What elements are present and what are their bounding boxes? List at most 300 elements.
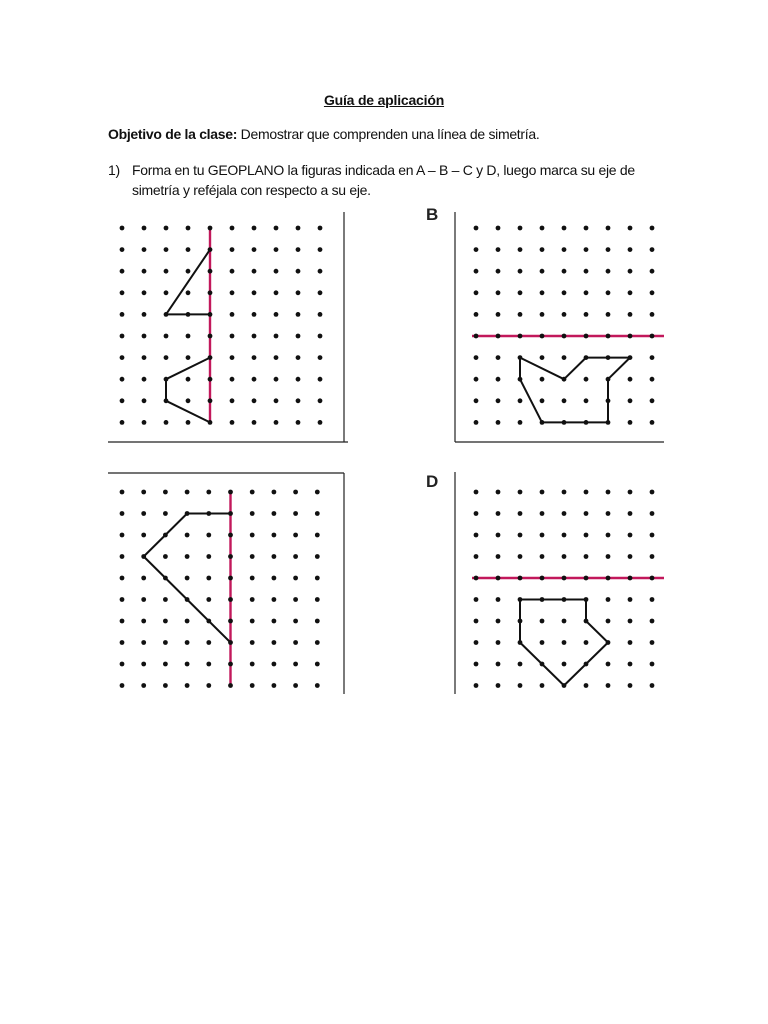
peg-dot	[141, 533, 146, 538]
peg-dot	[496, 269, 501, 274]
peg-dot	[186, 269, 191, 274]
peg-dot	[315, 662, 320, 667]
peg-dot	[650, 619, 655, 624]
peg-dot	[252, 226, 257, 231]
peg-dot	[120, 312, 125, 317]
peg-dot	[650, 490, 655, 495]
peg-dot	[562, 533, 567, 538]
peg-dot	[628, 511, 633, 516]
peg-dot	[296, 398, 301, 403]
peg-dot	[250, 662, 255, 667]
peg-dot	[650, 377, 655, 382]
peg-dot	[185, 683, 190, 688]
peg-dot	[228, 554, 233, 559]
peg-dot	[185, 490, 190, 495]
peg-dot	[164, 420, 169, 425]
peg-dot	[562, 290, 567, 295]
peg-dot	[496, 662, 501, 667]
peg-dot	[518, 334, 523, 339]
peg-dot	[318, 334, 323, 339]
peg-dot	[584, 640, 589, 645]
objective-line	[108, 126, 539, 142]
peg-dot	[293, 533, 298, 538]
peg-dot	[120, 269, 125, 274]
peg-dot	[252, 312, 257, 317]
peg-dot	[474, 269, 479, 274]
peg-dot	[562, 334, 567, 339]
peg-dot	[474, 490, 479, 495]
peg-dot	[628, 226, 633, 231]
peg-dot	[206, 576, 211, 581]
peg-dot	[163, 619, 168, 624]
peg-dot	[120, 377, 125, 382]
peg-dot	[606, 312, 611, 317]
peg-dot	[584, 398, 589, 403]
peg-dot	[274, 398, 279, 403]
peg-dot	[142, 420, 147, 425]
peg-dot	[142, 247, 147, 252]
peg-dot	[163, 511, 168, 516]
peg-dot	[474, 377, 479, 382]
peg-dot	[650, 533, 655, 538]
peg-dot	[296, 247, 301, 252]
peg-dot	[628, 662, 633, 667]
peg-dot	[230, 420, 235, 425]
peg-dot	[540, 334, 545, 339]
peg-dot	[606, 683, 611, 688]
peg-dot	[562, 226, 567, 231]
peg-dot	[315, 511, 320, 516]
peg-dot	[296, 226, 301, 231]
peg-dot	[606, 490, 611, 495]
peg-dot	[206, 533, 211, 538]
peg-dot	[318, 312, 323, 317]
peg-dot	[120, 533, 125, 538]
peg-dot	[628, 490, 633, 495]
peg-dot	[272, 640, 277, 645]
peg-dot	[562, 554, 567, 559]
geoboard-figure	[520, 358, 630, 423]
peg-dot	[250, 640, 255, 645]
peg-dot	[540, 533, 545, 538]
peg-dot	[228, 576, 233, 581]
peg-dot	[250, 490, 255, 495]
peg-dot	[318, 355, 323, 360]
peg-dot	[474, 290, 479, 295]
peg-dot	[562, 662, 567, 667]
peg-dot	[474, 554, 479, 559]
geoboard-b-letter: B	[426, 205, 439, 224]
peg-dot	[474, 355, 479, 360]
peg-dot	[296, 290, 301, 295]
peg-dot	[518, 662, 523, 667]
peg-dot	[186, 420, 191, 425]
peg-dot	[272, 576, 277, 581]
peg-dot	[540, 377, 545, 382]
peg-dot	[606, 511, 611, 516]
peg-dot	[606, 269, 611, 274]
peg-dot	[650, 334, 655, 339]
peg-dot	[474, 334, 479, 339]
peg-dot	[228, 683, 233, 688]
peg-dot	[250, 554, 255, 559]
peg-dot	[163, 640, 168, 645]
peg-dot	[606, 619, 611, 624]
peg-dot	[293, 619, 298, 624]
peg-dot	[318, 377, 323, 382]
peg-dot	[142, 312, 147, 317]
peg-dot	[252, 398, 257, 403]
peg-dot	[628, 398, 633, 403]
peg-dot	[208, 334, 213, 339]
geoboard-d	[454, 472, 664, 696]
peg-dot	[186, 334, 191, 339]
peg-dot	[518, 533, 523, 538]
peg-dot	[206, 490, 211, 495]
peg-dot	[141, 640, 146, 645]
peg-dot	[208, 269, 213, 274]
peg-dot	[206, 554, 211, 559]
peg-dot	[120, 290, 125, 295]
peg-dot	[120, 511, 125, 516]
peg-dot	[186, 290, 191, 295]
peg-dot	[562, 247, 567, 252]
peg-dot	[120, 490, 125, 495]
peg-dot	[628, 377, 633, 382]
peg-dot	[252, 334, 257, 339]
peg-dot	[584, 290, 589, 295]
peg-dot	[628, 312, 633, 317]
peg-dot	[584, 269, 589, 274]
peg-dot	[120, 334, 125, 339]
peg-dot	[206, 597, 211, 602]
peg-dot	[272, 490, 277, 495]
peg-dot	[186, 226, 191, 231]
peg-dot	[315, 640, 320, 645]
peg-dot	[230, 226, 235, 231]
peg-dot	[272, 662, 277, 667]
peg-dot	[650, 662, 655, 667]
peg-dot	[584, 377, 589, 382]
peg-dot	[164, 269, 169, 274]
peg-dot	[496, 226, 501, 231]
peg-dot	[185, 662, 190, 667]
peg-dot	[562, 355, 567, 360]
peg-dot	[120, 398, 125, 403]
peg-dot	[518, 683, 523, 688]
peg-dot	[293, 576, 298, 581]
peg-dot	[518, 312, 523, 317]
peg-dot	[250, 533, 255, 538]
peg-dot	[141, 576, 146, 581]
peg-dot	[142, 290, 147, 295]
peg-dot	[496, 312, 501, 317]
peg-dot	[496, 355, 501, 360]
peg-dot	[206, 662, 211, 667]
peg-dot	[474, 226, 479, 231]
geoboard-figure	[166, 358, 210, 423]
peg-dot	[230, 334, 235, 339]
peg-dot	[606, 290, 611, 295]
geoboard-c	[108, 472, 348, 696]
peg-dot	[584, 683, 589, 688]
peg-dot	[163, 490, 168, 495]
peg-dot	[230, 355, 235, 360]
peg-dot	[606, 247, 611, 252]
peg-dot	[252, 420, 257, 425]
peg-dot	[206, 640, 211, 645]
peg-dot	[120, 662, 125, 667]
peg-dot	[293, 554, 298, 559]
peg-dot	[540, 398, 545, 403]
peg-dot	[584, 533, 589, 538]
peg-dot	[141, 490, 146, 495]
peg-dot	[606, 597, 611, 602]
peg-dot	[252, 290, 257, 295]
peg-dot	[293, 511, 298, 516]
peg-dot	[163, 662, 168, 667]
peg-dot	[496, 554, 501, 559]
peg-dot	[250, 597, 255, 602]
peg-dot	[584, 334, 589, 339]
peg-dot	[164, 290, 169, 295]
peg-dot	[606, 554, 611, 559]
peg-dot	[315, 619, 320, 624]
peg-dot	[496, 640, 501, 645]
peg-dot	[164, 334, 169, 339]
peg-dot	[250, 576, 255, 581]
peg-dot	[318, 269, 323, 274]
peg-dot	[318, 398, 323, 403]
peg-dot	[185, 640, 190, 645]
peg-dot	[272, 683, 277, 688]
peg-dot	[186, 355, 191, 360]
peg-dot	[293, 490, 298, 495]
peg-dot	[540, 683, 545, 688]
geoboard-d-letter: D	[426, 472, 439, 491]
peg-dot	[518, 511, 523, 516]
peg-dot	[274, 290, 279, 295]
peg-dot	[208, 226, 213, 231]
peg-dot	[186, 247, 191, 252]
peg-dot	[293, 597, 298, 602]
geoboard-figure	[166, 250, 210, 315]
peg-dot	[540, 490, 545, 495]
peg-dot	[496, 334, 501, 339]
peg-dot	[496, 490, 501, 495]
peg-dot	[141, 619, 146, 624]
peg-dot	[120, 355, 125, 360]
peg-dot	[606, 334, 611, 339]
peg-dot	[272, 533, 277, 538]
peg-dot	[628, 640, 633, 645]
peg-dot	[518, 554, 523, 559]
peg-dot	[562, 490, 567, 495]
peg-dot	[474, 640, 479, 645]
peg-dot	[650, 420, 655, 425]
peg-dot	[141, 683, 146, 688]
peg-dot	[318, 290, 323, 295]
peg-dot	[540, 226, 545, 231]
peg-dot	[628, 619, 633, 624]
peg-dot	[584, 490, 589, 495]
peg-dot	[628, 334, 633, 339]
peg-dot	[185, 619, 190, 624]
peg-dot	[474, 247, 479, 252]
peg-dot	[228, 533, 233, 538]
peg-dot	[120, 226, 125, 231]
peg-dot	[606, 533, 611, 538]
peg-dot	[164, 226, 169, 231]
peg-dot	[230, 377, 235, 382]
peg-dot	[496, 398, 501, 403]
peg-dot	[650, 290, 655, 295]
peg-dot	[206, 683, 211, 688]
peg-dot	[293, 640, 298, 645]
peg-dot	[141, 511, 146, 516]
peg-dot	[185, 533, 190, 538]
objective-label: Objetivo de la clase:	[108, 126, 238, 142]
peg-dot	[208, 398, 213, 403]
peg-dot	[650, 640, 655, 645]
peg-dot	[496, 533, 501, 538]
peg-dot	[252, 355, 257, 360]
peg-dot	[230, 269, 235, 274]
peg-dot	[315, 490, 320, 495]
peg-dot	[518, 226, 523, 231]
peg-dot	[142, 398, 147, 403]
peg-dot	[296, 420, 301, 425]
peg-dot	[540, 247, 545, 252]
peg-dot	[650, 269, 655, 274]
peg-dot	[540, 640, 545, 645]
peg-dot	[185, 576, 190, 581]
peg-dot	[540, 269, 545, 274]
page-title: Guía de aplicación	[323, 92, 445, 108]
peg-dot	[250, 619, 255, 624]
peg-dot	[272, 554, 277, 559]
peg-dot	[252, 269, 257, 274]
peg-dot	[474, 312, 479, 317]
peg-dot	[120, 576, 125, 581]
peg-dot	[274, 312, 279, 317]
peg-dot	[562, 576, 567, 581]
peg-dot	[540, 619, 545, 624]
peg-dot	[230, 398, 235, 403]
peg-dot	[296, 355, 301, 360]
peg-dot	[496, 576, 501, 581]
peg-dot	[120, 247, 125, 252]
peg-dot	[318, 226, 323, 231]
peg-dot	[584, 576, 589, 581]
peg-dot	[474, 511, 479, 516]
peg-dot	[650, 312, 655, 317]
peg-dot	[164, 355, 169, 360]
peg-dot	[518, 290, 523, 295]
peg-dot	[272, 619, 277, 624]
peg-dot	[120, 619, 125, 624]
peg-dot	[230, 247, 235, 252]
geoboard-a	[108, 212, 348, 444]
peg-dot	[296, 269, 301, 274]
peg-dot	[584, 511, 589, 516]
peg-dot	[518, 269, 523, 274]
peg-dot	[142, 226, 147, 231]
peg-dot	[584, 247, 589, 252]
peg-dot	[142, 334, 147, 339]
peg-dot	[628, 597, 633, 602]
peg-dot	[120, 554, 125, 559]
peg-dot	[274, 420, 279, 425]
peg-dot	[540, 576, 545, 581]
peg-dot	[274, 269, 279, 274]
peg-dot	[650, 511, 655, 516]
peg-dot	[518, 576, 523, 581]
peg-dot	[496, 683, 501, 688]
peg-dot	[562, 511, 567, 516]
peg-dot	[584, 312, 589, 317]
peg-dot	[628, 533, 633, 538]
peg-dot	[120, 683, 125, 688]
peg-dot	[250, 683, 255, 688]
peg-dot	[540, 312, 545, 317]
peg-dot	[315, 683, 320, 688]
item-number: 1)	[108, 162, 120, 178]
peg-dot	[606, 226, 611, 231]
peg-dot	[628, 290, 633, 295]
peg-dot	[163, 554, 168, 559]
peg-dot	[628, 576, 633, 581]
peg-dot	[228, 490, 233, 495]
peg-dot	[650, 398, 655, 403]
peg-dot	[142, 355, 147, 360]
peg-dot	[272, 511, 277, 516]
geoboard-b	[454, 212, 664, 444]
peg-dot	[628, 420, 633, 425]
peg-dot	[628, 683, 633, 688]
objective-text: Demostrar que comprenden una línea de simetría.	[237, 126, 540, 142]
peg-dot	[562, 269, 567, 274]
peg-dot	[228, 597, 233, 602]
peg-dot	[293, 683, 298, 688]
peg-dot	[496, 290, 501, 295]
peg-dot	[186, 398, 191, 403]
peg-dot	[474, 619, 479, 624]
peg-dot	[518, 398, 523, 403]
peg-dot	[208, 290, 213, 295]
item-text: Forma en tu GEOPLANO la figuras indicada en A – B – C y D, luego marca su eje de simetría y reféjala con respecto a su eje.	[132, 162, 635, 198]
peg-dot	[474, 398, 479, 403]
peg-dot	[474, 533, 479, 538]
peg-dot	[163, 597, 168, 602]
peg-dot	[274, 334, 279, 339]
peg-dot	[474, 576, 479, 581]
peg-dot	[650, 597, 655, 602]
peg-dot	[496, 247, 501, 252]
peg-dot	[606, 662, 611, 667]
peg-dot	[474, 420, 479, 425]
peg-dot	[584, 554, 589, 559]
peg-dot	[496, 619, 501, 624]
peg-dot	[208, 377, 213, 382]
peg-dot	[606, 576, 611, 581]
peg-dot	[518, 420, 523, 425]
peg-dot	[142, 269, 147, 274]
peg-dot	[474, 597, 479, 602]
peg-dot	[141, 597, 146, 602]
peg-dot	[164, 247, 169, 252]
peg-dot	[496, 377, 501, 382]
